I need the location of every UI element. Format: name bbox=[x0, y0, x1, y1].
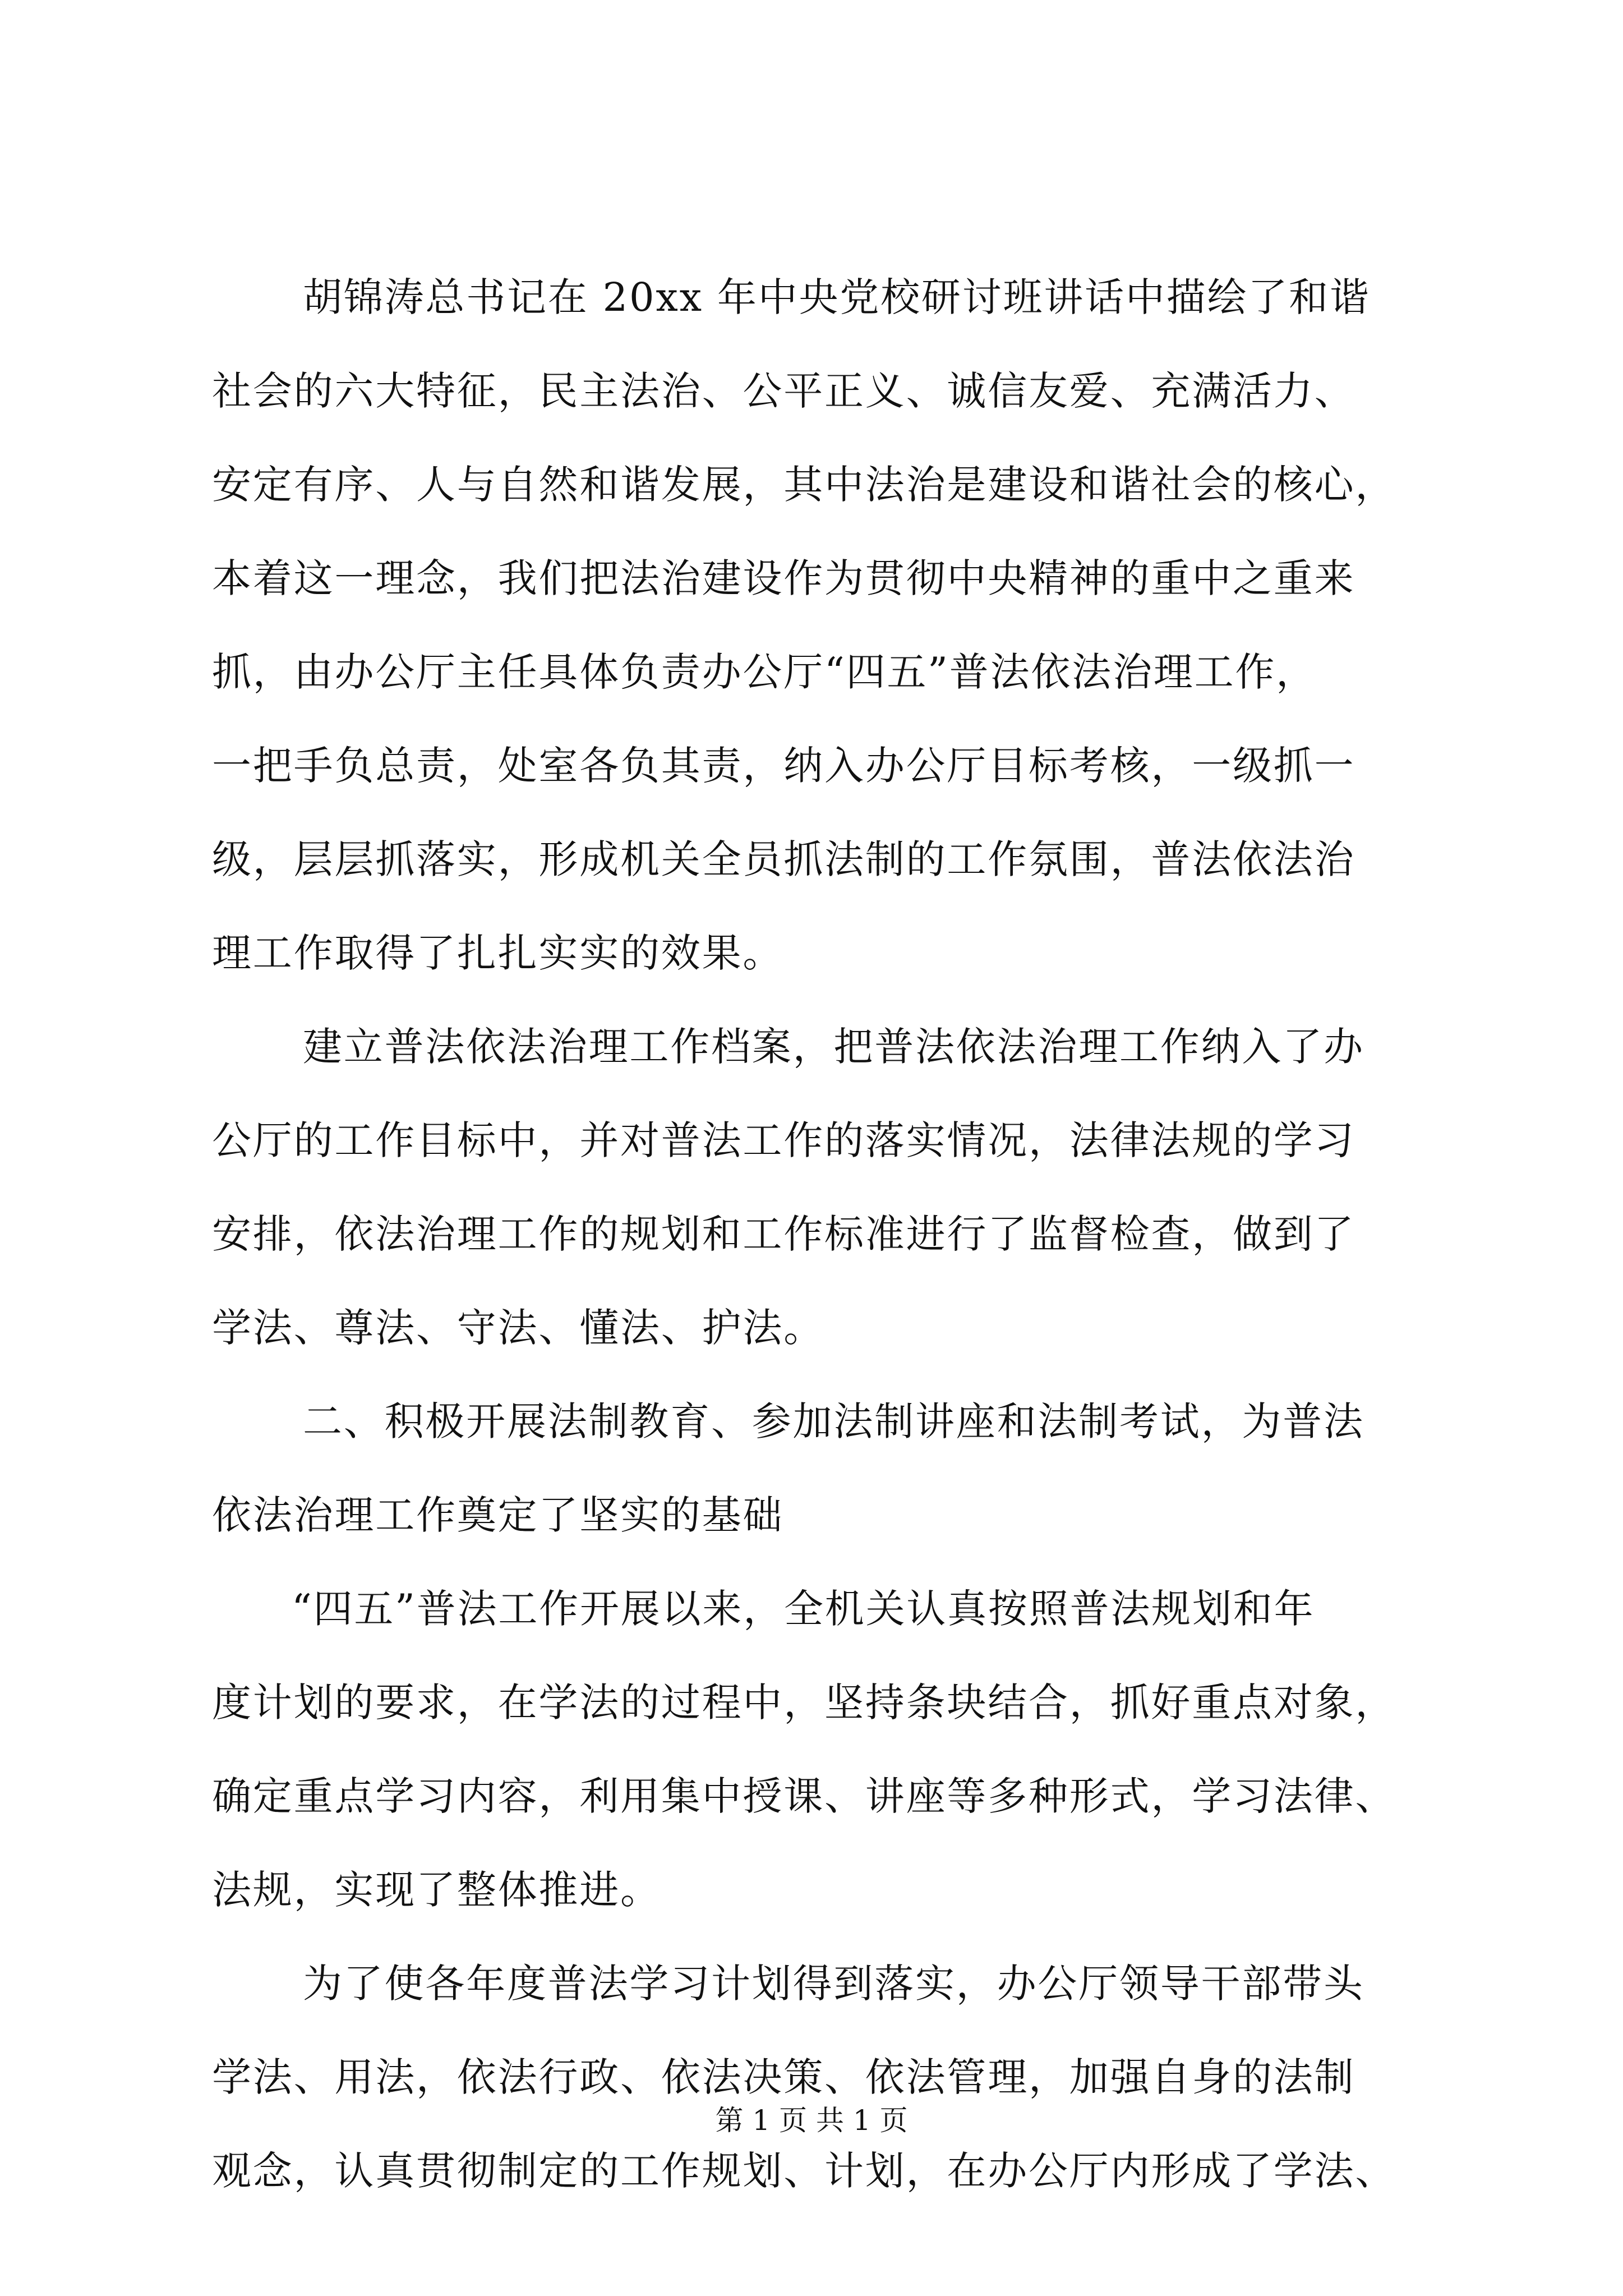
body-line: 胡锦涛总书记在 20xx 年中央党校研讨班讲话中描绘了和谐 bbox=[303, 274, 1371, 320]
body-line: 本着这一理念，我们把法治建设作为贯彻中央精神的重中之重来 bbox=[212, 555, 1355, 601]
body-line: 度计划的要求，在学法的过程中，坚持条块结合，抓好重点对象， bbox=[212, 1680, 1396, 1726]
body-line: 建立普法依法治理工作档案，把普法依法治理工作纳入了办 bbox=[303, 1024, 1364, 1070]
body-line: 观念，认真贯彻制定的工作规划、计划，在办公厅内形成了学法、 bbox=[212, 2148, 1396, 2194]
body-line: 一把手负总责，处室各负其责，纳入办公厅目标考核，一级抓一 bbox=[212, 743, 1355, 789]
page-number-footer: 第 1 页 共 1 页 bbox=[715, 2104, 908, 2137]
body-line: 学法、尊法、守法、懂法、护法。 bbox=[212, 1305, 824, 1351]
body-line: 安定有序、人与自然和谐发展，其中法治是建设和谐社会的核心， bbox=[212, 462, 1396, 508]
body-line: 公厅的工作目标中，并对普法工作的落实情况，法律法规的学习 bbox=[212, 1117, 1355, 1163]
body-line: 抓，由办公厅主任具体负责办公厅“四五”普法依法治理工作， bbox=[212, 649, 1317, 695]
section-heading-line: 二、积极开展法制教育、参加法制讲座和法制考试，为普法 bbox=[303, 1398, 1364, 1444]
body-line: 法规，实现了整体推进。 bbox=[212, 1867, 661, 1913]
section-heading-line: 依法治理工作奠定了坚实的基础 bbox=[212, 1492, 784, 1538]
body-line: 为了使各年度普法学习计划得到落实，办公厅领导干部带头 bbox=[303, 1961, 1364, 2007]
body-line: 学法、用法，依法行政、依法决策、依法管理，加强自身的法制 bbox=[212, 2054, 1355, 2100]
body-line: “四五”普法工作开展以来，全机关认真按照普法规划和年 bbox=[292, 1586, 1315, 1632]
body-line: 安排，依法治理工作的规划和工作标准进行了监督检查，做到了 bbox=[212, 1211, 1355, 1257]
body-line: 理工作取得了扎扎实实的效果。 bbox=[212, 930, 784, 976]
body-line: 级，层层抓落实，形成机关全员抓法制的工作氛围，普法依法治 bbox=[212, 836, 1355, 882]
body-line: 确定重点学习内容，利用集中授课、讲座等多种形式，学习法律、 bbox=[212, 1773, 1396, 1819]
body-line: 社会的六大特征，民主法治、公平正义、诚信友爱、充满活力、 bbox=[212, 368, 1355, 414]
